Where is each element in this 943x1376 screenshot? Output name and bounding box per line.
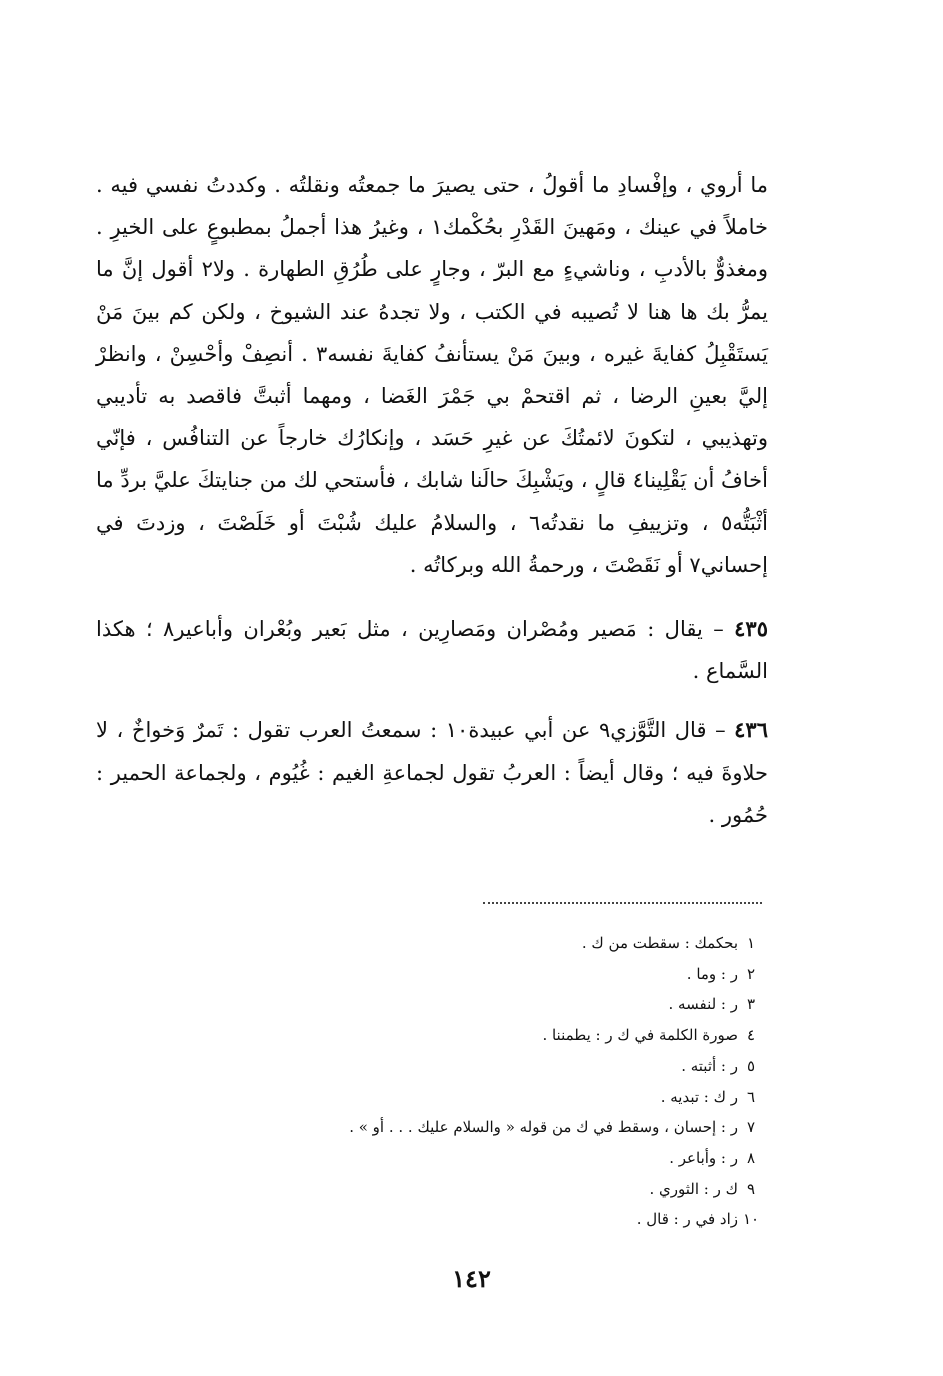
footnote: [240, 989, 760, 1020]
footnote-number: ٨: [746, 1148, 756, 1167]
entry-text-435: – يقال : مَصير ومُصْران ومَصارِين ، مثل بَعير وبُعْران وأباعير٨ ؛ هكذا السَّماع .: [96, 617, 768, 684]
footnote-text: ر : إحسان ، وسقط في ك من قوله « والسلام عليك . . . أو » .: [349, 1118, 738, 1137]
footnote: [240, 1174, 760, 1205]
footnote-number: ٣: [746, 995, 756, 1014]
footnote: [240, 1082, 760, 1113]
footnotes: [240, 928, 760, 1235]
entry-435: [96, 608, 768, 692]
entry-436: [96, 709, 768, 836]
footnote-number: ١: [746, 934, 756, 952]
footnote-text: ك ر : الثوري .: [649, 1179, 738, 1198]
paragraph-gap: [96, 692, 768, 709]
continuation-paragraph: ما أروي ، وإفْسادِ ما أقولُ ، حتى يصيرَ ما جمعتُه ونقلتُه . وكددتُ نفسي فيه . خاملاً في عينك ، ومَهينَ القَدْرِ بحُكْمك١ ، وغيرُ هذا أجملُ بمطبوعٍ على الخيرِ . ومغذوٌّ بالأدبِ ، وناشيءٍ مع البرّ ، وجارٍ على طُرُقِ الطهارة . ولا٢ أقول إنَّ ما يمرُّ بك ها هنا لا تُصيبه في الكتب ، ولا تجدهُ عند الشيوخ ، ولكن كم بينَ مَنْ يَستَقْبِلُ كفايةَ غيره ، وبينَ مَنْ يستأنفُ كفايةَ نفسه٣ . أنصِفْ وأحْسِنْ ، وانظرْ إليَّ بعينِ الرضا ، ثم اقتحمْ بي جَمْرَ الغَضا ، ومهما أثبتَّ فاقصد به تأديبي وتهذيبي ، لتكونَ لائمتُكَ عن غيرِ حَسَد ، وإنكارُك خارجاً عن التنافُس ، فإنّي أخافُ أن يَقْلِينا٤ قالٍ ، ويَشْبِكَ حالَنا شابك ، فأستحي لك من جنايتكَ عليَّ بردِّ ما أثْبَتُّه٥ ، وتزييفِ ما نقدتُه٦ ، والسلامُ عليك شُبْتَ أو خَلَصْتَ ، وزدتَ في إحساني٧ أو نَقَصْتَ ، ورحمةُ الله وبركاتُه .: [96, 173, 769, 577]
page-number: ١٤٢: [452, 1264, 491, 1293]
footnote: [240, 1020, 760, 1051]
main-text: [96, 164, 768, 836]
footnote-text: ر : أثبته .: [681, 1056, 738, 1075]
footnote-number: ٥: [746, 1056, 756, 1075]
footnote-number: ٦: [746, 1087, 756, 1106]
footnote: [240, 1051, 760, 1082]
footnote: [240, 1204, 760, 1235]
paragraph-gap: [96, 586, 768, 608]
footnote: [240, 1112, 760, 1143]
footnote-number: ٢: [746, 964, 756, 983]
footnote-text: ر ك : تبديه .: [660, 1087, 738, 1106]
footnote-number: ٤: [746, 1026, 756, 1045]
entry-number-435: ٤٣٥: [734, 616, 768, 642]
footnote-number: ٧: [746, 1118, 756, 1137]
footnote: [240, 1143, 760, 1174]
footnote-number: ١٠: [742, 1210, 760, 1229]
footnote-separator: [483, 902, 762, 904]
footnote-text: زاد في ر : قال .: [636, 1210, 738, 1229]
footnote-text: ر : لنفسه .: [668, 995, 738, 1014]
footnote-text: بحكمك : سقطت من ك .: [581, 934, 738, 952]
entry-text-436: – قال التَّوَّزي٩ عن أبي عبيدة١٠ : سمعتُ العرب تقول : تَمرٌ وَخواخٌ ، لا حلاوةَ فيه ؛ وقال أيضاً : العربُ تقول لجماعةِ الغيم : غُيُوم ، ولجماعة الحمير : حُمُور .: [96, 718, 768, 827]
entry-number-436: ٤٣٦: [734, 717, 768, 743]
footnote: [240, 959, 760, 990]
footnote-text: ر : وأباعر .: [669, 1148, 738, 1167]
footnote-text: صورة الكلمة في ك ر : يطمننا .: [542, 1026, 738, 1045]
footnote-text: ر : وما .: [686, 964, 738, 983]
footnote-number: ٩: [746, 1179, 756, 1198]
footnote: [240, 928, 760, 959]
